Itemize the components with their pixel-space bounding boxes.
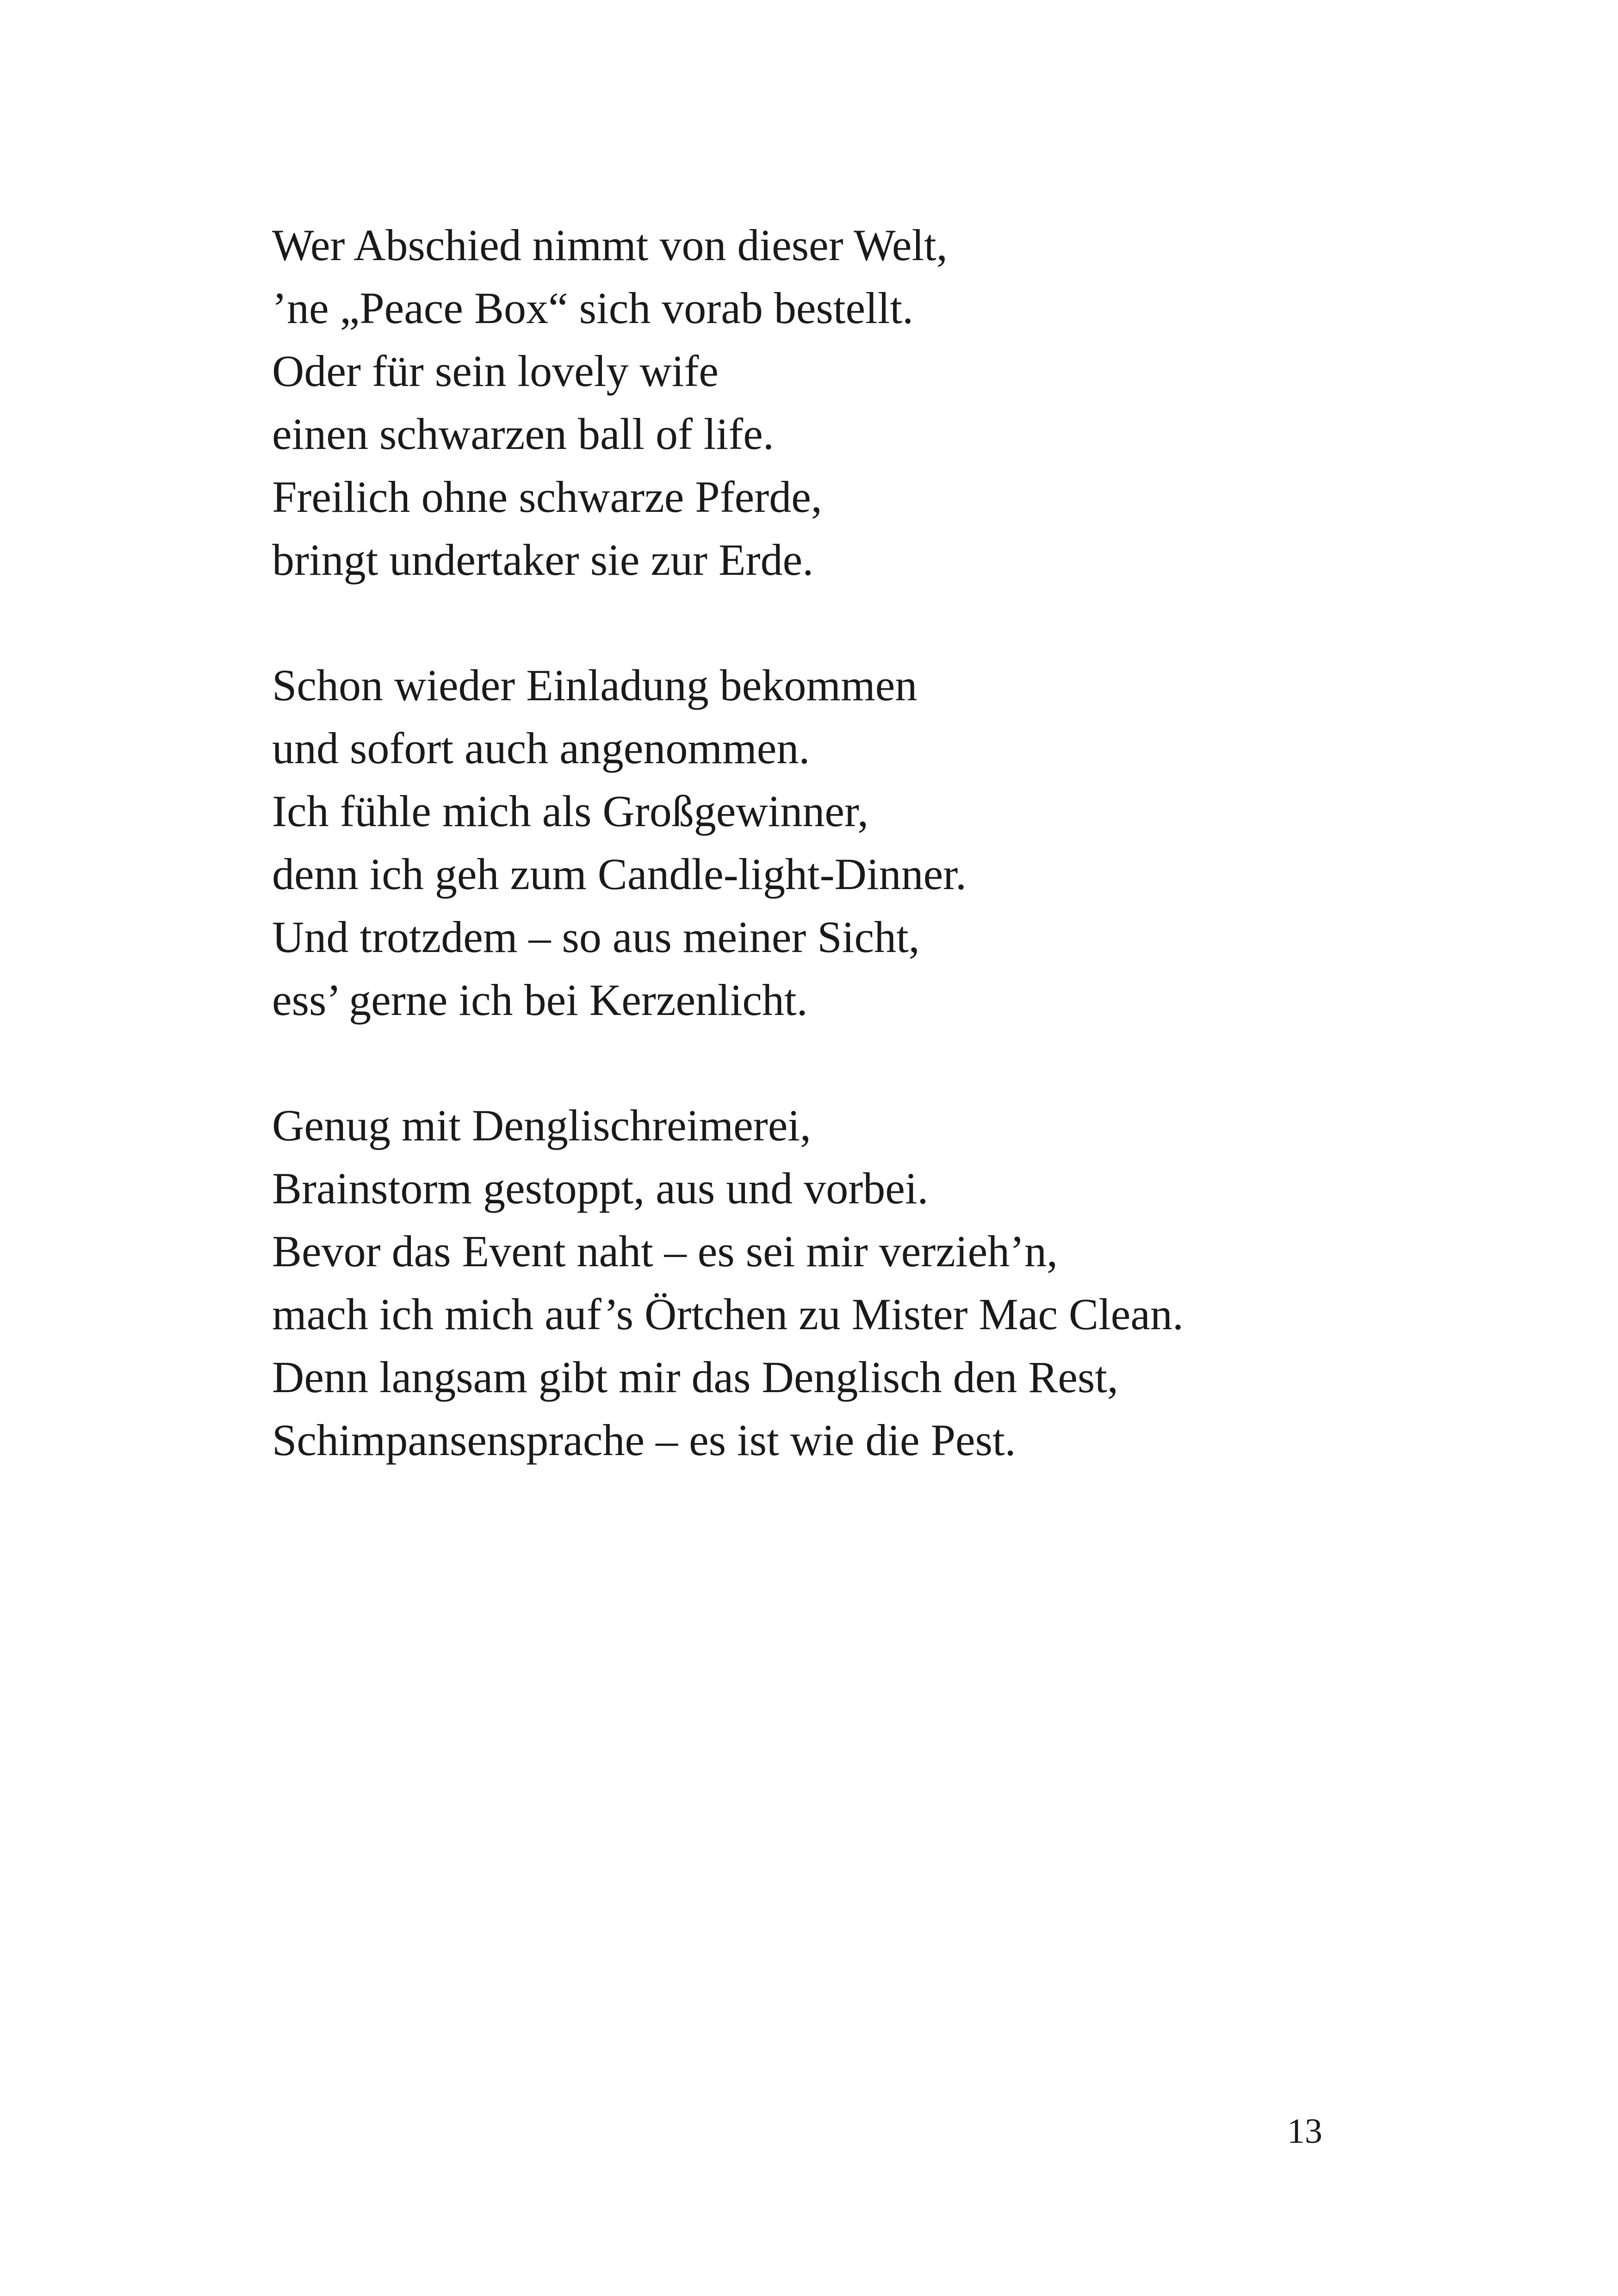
poem-line: ess’ gerne ich bei Kerzenlicht. (272, 975, 808, 1025)
poem-line: Schimpansensprache – es ist wie die Pest. (272, 1415, 1016, 1465)
poem-line: Und trotzdem – so aus meiner Sicht, (272, 912, 920, 962)
poem-line: einen schwarzen ball of life. (272, 409, 774, 459)
poem-line: mach ich mich auf’s Örtchen zu Mister Mac Clean. (272, 1289, 1184, 1339)
stanza-2 (272, 654, 1382, 1032)
poem-line: und sofort auch angenommen. (272, 723, 810, 773)
poem (272, 214, 1382, 1534)
poem-line: Oder für sein lovely wife (272, 346, 719, 396)
poem-line: ’ne „Peace Box“ sich vorab bestellt. (272, 283, 914, 333)
poem-line: bringt undertaker sie zur Erde. (272, 535, 814, 585)
poem-line: Denn langsam gibt mir das Denglisch den Rest, (272, 1352, 1119, 1402)
poem-line: denn ich geh zum Candle-light-Dinner. (272, 849, 967, 899)
poem-line: Brainstorm gestoppt, aus und vorbei. (272, 1164, 929, 1213)
poem-line: Wer Abschied nimmt von dieser Welt, (272, 220, 948, 270)
page-number: 13 (1287, 2112, 1322, 2151)
poem-line: Schon wieder Einladung bekommen (272, 660, 917, 710)
poem-line: Genug mit Denglischreimerei, (272, 1101, 811, 1150)
poem-line: Ich fühle mich als Großgewinner, (272, 786, 869, 836)
poem-line: Bevor das Event naht – es sei mir verzieh’n, (272, 1226, 1058, 1276)
stanza-1 (272, 214, 1382, 591)
stanza-3 (272, 1094, 1382, 1472)
poem-line: Freilich ohne schwarze Pferde, (272, 472, 822, 522)
